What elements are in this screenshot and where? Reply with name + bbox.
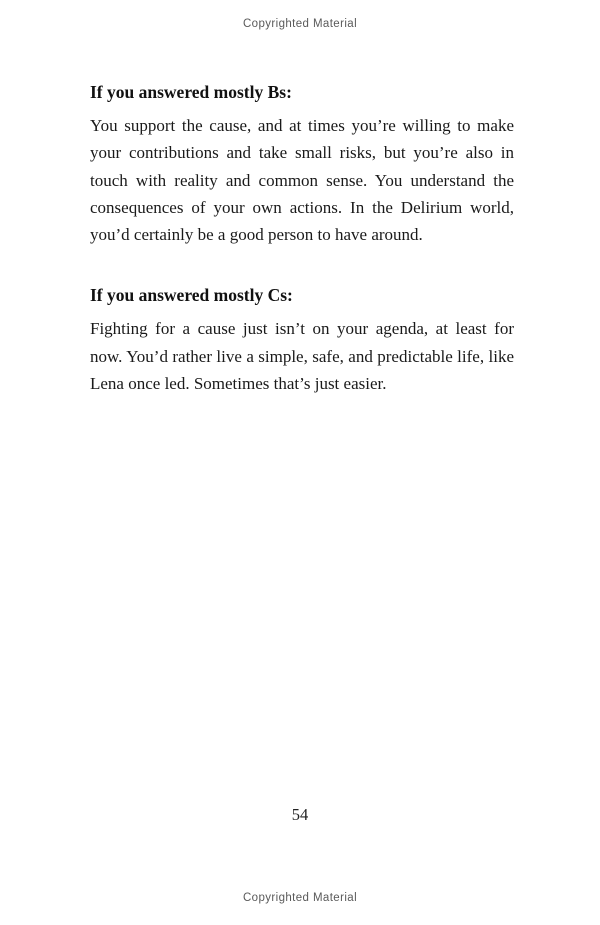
section-heading-mostly-cs: If you answered mostly Cs: <box>90 285 293 306</box>
quiz-result-section-b <box>90 82 514 248</box>
copyright-notice-top: Copyrighted Material <box>242 18 358 30</box>
section-body-mostly-bs: You support the cause, and at times you’re willing to make your contributions and take small risks, but you’re also in touch with reality and common sense. You understand the consequences of your own actions. In the Delirium world, you’d certainly be a good person to have around. <box>90 116 514 245</box>
page-content <box>90 82 514 397</box>
quiz-result-section-c <box>90 285 514 397</box>
section-heading-mostly-bs: If you answered mostly Bs: <box>90 82 292 102</box>
section-body-mostly-cs: Fighting for a cause just isn’t on your agenda, at least for now. You’d rather live a simple, safe, and predictable life, like Lena once led. Sometimes that’s just easier. <box>90 319 514 394</box>
copyright-notice-bottom: Copyrighted Material <box>242 892 358 904</box>
page-number: 54 <box>291 805 309 824</box>
